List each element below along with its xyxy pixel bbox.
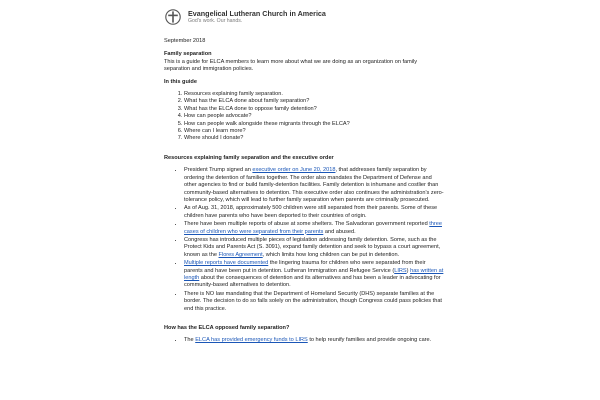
guide-list (164, 91, 444, 143)
list-item: 2. What has the ELCA done about family separation? (184, 98, 444, 105)
org-name: Evangelical Lutheran Church in America (188, 9, 326, 18)
list-item: 6. Where can I learn more? (184, 128, 444, 135)
list-item: 3. What has the ELCA done to oppose family detention? (184, 106, 444, 113)
list-item: • There have been multiple reports of abuse at some shelters. The Salvadoran government reported three cases of children who were separated from their parents and abused. (184, 221, 444, 236)
list-item: 4. How can people advocate? (184, 113, 444, 120)
list-item: 1. Resources explaining family separation. (184, 91, 444, 98)
list-item: • Congress has introduced multiple pieces of legislation addressing family detention. Some, such as the Protect Kids and Parents Act (S. 3091), expand family detention and seek to bypass a court agreement, known as the Flores Agreement, which limits how long children can be put in detention. (184, 237, 444, 259)
list-item: • Multiple reports have documented the lingering trauma for children who were separated from their parents and have been put in detention. Lutheran Immigration and Refugee Service (LIRS) has written at length about the consequences of detention and its alternatives and has been a leader in advocating for community-based alternatives to detention. (184, 260, 444, 290)
written-at-length-link[interactable]: has written at length (184, 267, 444, 281)
list-item: 5. How can people walk alongside these migrants through the ELCA? (184, 121, 444, 128)
document-title: Family separation (164, 51, 212, 58)
section1-heading: Resources explaining family separation and the executive order (164, 154, 334, 161)
intro-paragraph: This is a guide for ELCA members to learn more about what we are doing as an organization on family separation and immigration policies. (164, 58, 418, 73)
document-date: September 2018 (164, 38, 206, 44)
multiple-reports-link[interactable]: Multiple reports have documented (184, 260, 269, 267)
list-item: • There is NO law mandating that the Department of Homeland Security (DHS) separate families at the border. The decision to do so falls solely on the administration, though Congress could pass policies that end this practice. (184, 291, 444, 313)
emergency-funds-link[interactable]: ELCA has provided emergency funds to LIRS (195, 337, 308, 344)
executive-order-link[interactable]: executive order on June 20, 2018 (252, 167, 336, 174)
list-item: • The ELCA has provided emergency funds to LIRS to help reunify families and provide ongoing care. (184, 337, 444, 344)
flores-agreement-link[interactable]: Flores Agreement (218, 251, 263, 258)
section1-bullets (164, 167, 444, 313)
document-body (164, 38, 444, 351)
section2-bullets (164, 337, 444, 344)
list-item: 7. Where should I donate? (184, 135, 444, 142)
list-item: • President Trump signed an executive order on June 20, 2018, that addresses family separation by ordering the detention of families together. The order also mandates the Department of Defense and other agencies to find or build family-detention facilities. Family detention is inhumane and costlier than community-based alternatives to detention. This executive order also continues the administration's zero-tolerance policy, which will lead to further family separation when parents are criminally prosecuted. (184, 167, 444, 204)
elca-logo (165, 9, 326, 25)
cross-logo-icon (165, 9, 181, 25)
section2-heading: How has the ELCA opposed family separation? (164, 325, 290, 331)
abuse-cases-link[interactable]: three cases of children who were separated from their parents (184, 221, 442, 235)
tagline: God's work. Our hands. (188, 18, 243, 24)
list-item: • As of Aug. 31, 2018, approximately 500 children were still separated from their parents. Some of these children have parents who have been deported to their countries of origin. (184, 205, 444, 220)
guide-heading: In this guide (164, 78, 197, 85)
lirs-link[interactable]: LIRS (394, 267, 407, 274)
